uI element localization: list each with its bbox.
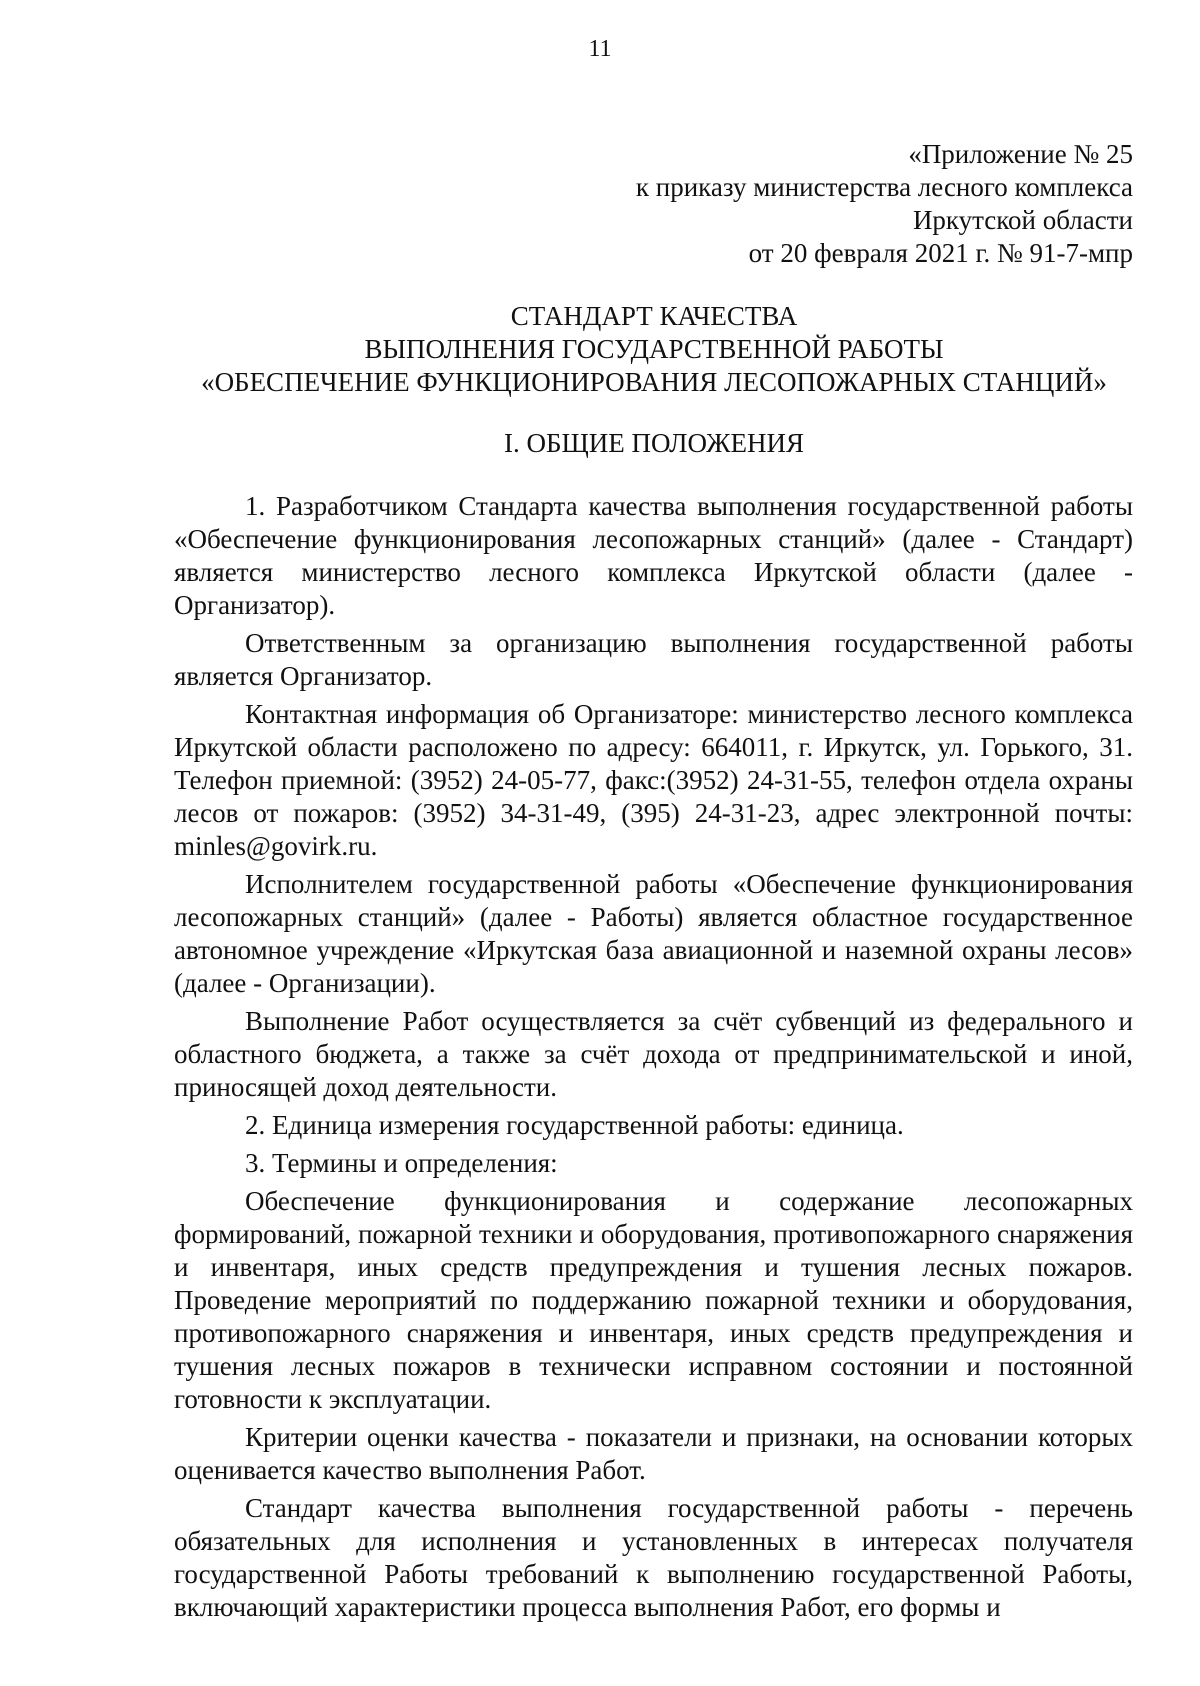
title-line-2: ВЫПОЛНЕНИЯ ГОСУДАРСТВЕННОЙ РАБОТЫ [364, 334, 944, 364]
paragraph: Критерии оценки качества - показатели и признаки, на основании которых оценивается качество выполнения Работ. [174, 1422, 1133, 1485]
appendix-line-1: «Приложение № 25 [908, 139, 1133, 169]
paragraph: Выполнение Работ осуществляется за счёт субвенций из федерального и областного бюджета, а также за счёт дохода от предпринимательской и иной, приносящей доход деятельности. [174, 1006, 1133, 1102]
paragraph: Контактная информация об Организаторе: министерство лесного комплекса Иркутской области расположено по адресу: 664011, г. Иркутск, ул. Горького, 31. Телефон приемной: (3952) 24-05-77, факс:(3952) 24-31-55, телефон отдела охраны лесов от пожаров: (3952) 34-31-49, (395) 24-31-23, адрес электронной почты: minles@govirk.ru. [174, 699, 1133, 861]
page-number: 11 [588, 36, 612, 62]
section-heading: I. ОБЩИЕ ПОЛОЖЕНИЯ [504, 428, 804, 458]
document-title [175, 300, 1133, 399]
paragraph: Исполнителем государственной работы «Обеспечение функционирования лесопожарных станций» (далее - Работы) является областное государственное автономное учреждение «Иркутская база авиационной и наземной охраны лесов» (далее - Организации). [174, 869, 1133, 998]
list-item: 2. Единица измерения государственной работы: единица. [245, 1110, 904, 1140]
title-line-1: СТАНДАРТ КАЧЕСТВА [510, 301, 798, 331]
list-item: 3. Термины и определения: [245, 1148, 558, 1178]
appendix-line-3: Иркутской области [912, 205, 1133, 235]
paragraph: 1. Разработчиком Стандарта качества выполнения государственной работы «Обеспечение функционирования лесопожарных станций» (далее - Стандарт) является министерство лесного комплекса Иркутской области (далее - Организатор). [174, 491, 1133, 620]
title-line-3: «ОБЕСПЕЧЕНИЕ ФУНКЦИОНИРОВАНИЯ ЛЕСОПОЖАРНЫХ СТАНЦИЙ» [201, 367, 1107, 397]
appendix-line-4: от 20 февраля 2021 г. № 91-7-мпр [748, 238, 1133, 268]
paragraph: Обеспечение функционирования и содержание лесопожарных формирований, пожарной техники и оборудования, противопожарного снаряжения и инвентаря, иных средств предупреждения и тушения лесных пожаров. Проведение мероприятий по поддержанию пожарной техники и оборудования, противопожарного снаряжения и инвентаря, иных средств предупреждения и тушения лесных пожаров в технически исправном состоянии и постоянной готовности к эксплуатации. [174, 1186, 1133, 1414]
appendix-line-2: к приказу министерства лесного комплекса [635, 172, 1133, 202]
paragraph: Стандарт качества выполнения государственной работы - перечень обязательных для исполнения и установленных в интересах получателя государственной Работы требований к выполнению государственной Работы, включающий характеристики процесса выполнения Работ, его формы и [174, 1493, 1133, 1622]
body-text [174, 490, 1133, 1624]
appendix-reference [636, 138, 1133, 270]
paragraph: Ответственным за организацию выполнения государственной работы является Организатор. [174, 628, 1133, 691]
